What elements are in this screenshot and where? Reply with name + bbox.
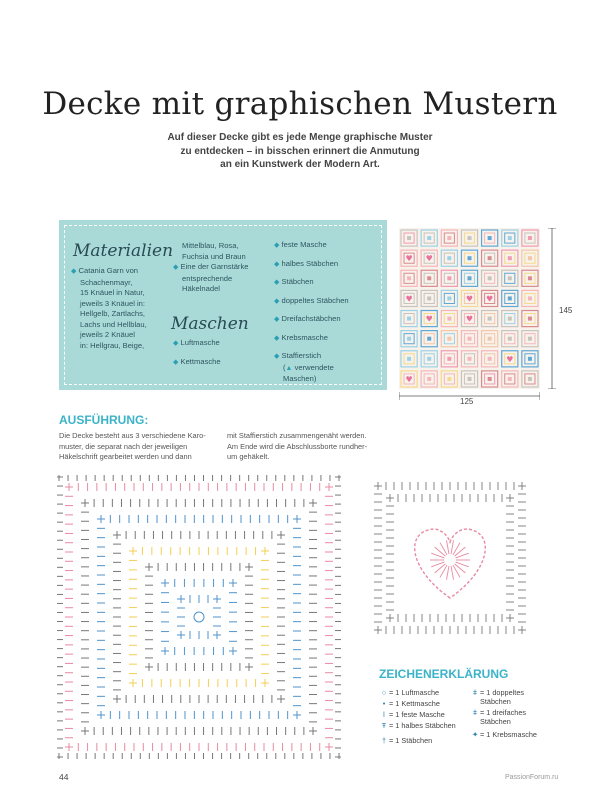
blanket-square-center (528, 236, 532, 240)
materials-line: jeweils 2 Knäuel (80, 330, 135, 339)
bullet-diamond-icon: ◆ (274, 279, 280, 286)
blanket-square-center (508, 377, 512, 381)
heart-stitch (451, 566, 453, 580)
materials-box (59, 220, 387, 390)
page-subtitle (150, 131, 450, 172)
blanket-square-center (508, 337, 512, 341)
blanket-square-center (427, 357, 431, 361)
center-ring (194, 612, 204, 622)
body-line: muster, die separat nach der jeweiligen (59, 441, 188, 451)
heart-icon: ♥ (465, 314, 474, 324)
blanket-square-center (407, 357, 411, 361)
blanket-square-center (488, 317, 492, 321)
blanket-square-center (427, 337, 431, 341)
body-line: mit Staffierstich zusammengenäht werden. (227, 431, 367, 440)
chain-stitch-icon: ○ (381, 688, 387, 697)
blanket-square-center (528, 357, 532, 361)
subtitle-line: zu entdecken – in bisschen erinnert die Anmutung (180, 145, 420, 157)
materials-line: jeweils 3 Knäuel in: (80, 298, 146, 308)
materials-line: Häkelnadel (182, 284, 220, 293)
materials-line: entsprechende (182, 273, 233, 283)
ausfuehrung-heading: AUSFÜHRUNG: (59, 413, 149, 427)
blanket-square-center (528, 317, 532, 321)
blanket-square-center (488, 357, 492, 361)
blanket-square-center (407, 236, 411, 240)
materials-line: Eine der Garnstärke (180, 262, 249, 271)
legend-label: = 1 Stäbchen (389, 736, 433, 745)
stitch-name: Kettmasche (180, 356, 221, 366)
blanket-square-center (468, 256, 472, 260)
note-line: Maschen) (283, 374, 317, 383)
blanket-square-center (528, 256, 532, 260)
bullet-diamond-icon: ◆ (274, 334, 280, 342)
page-number: 44 (59, 772, 69, 782)
half-double-crochet-icon: Ŧ (381, 721, 387, 730)
blanket-square-center (427, 377, 431, 381)
watermark: PassionForum.ru (505, 774, 559, 781)
bullet-diamond-icon: ◆ (173, 358, 179, 366)
heart-stitch (447, 540, 449, 554)
stitch-name: Stäbchen (281, 277, 314, 286)
blanket-square-center (407, 276, 411, 280)
bullet-diamond-icon: ◆ (274, 260, 280, 268)
double-treble-crochet-icon: ǂ (472, 708, 478, 717)
legend-label: = 1 doppeltes (480, 688, 525, 697)
height-label: 145 (559, 306, 573, 315)
heart-icon: ♥ (425, 254, 433, 264)
blanket-square-center (447, 377, 451, 381)
body-line: Häkelschrift gearbeitet werden und dann (59, 452, 192, 462)
materials-line: 15 Knäuel in Natur, (80, 288, 145, 297)
blanket-square-center (508, 256, 512, 260)
blanket-square-center (508, 236, 512, 240)
blanket-square-center (427, 296, 431, 300)
blanket-square-center (488, 236, 492, 240)
slip-stitch-icon: • (382, 699, 386, 708)
blanket-square-center (488, 377, 492, 381)
materials-heading: Materialien (73, 241, 174, 261)
ausfuehrung-text-col2 (227, 431, 387, 463)
materials-line: in: Hellgrau, Beige, (80, 340, 145, 350)
heart-icon: ♥ (506, 354, 514, 364)
materials-line: Fuchsia und Braun (182, 251, 246, 261)
heart-icon: ♥ (486, 294, 494, 304)
note-paren: ( (283, 362, 286, 372)
materials-line: Schachenmayr, (80, 277, 133, 287)
blanket-square-center (407, 317, 411, 321)
legend-label: Stäbchen (480, 717, 511, 726)
blanket-square-center (528, 296, 532, 300)
stitch-name: Luftmasche (180, 338, 220, 347)
stitch-name: halbes Stäbchen (281, 258, 339, 268)
legend-label: = 1 Krebsmasche (480, 730, 537, 739)
heart-stitch (451, 540, 453, 554)
treble-crochet-icon: ǂ (472, 688, 478, 697)
blanket-square-center (508, 296, 512, 300)
blanket-square-center (468, 337, 472, 341)
blanket-square-center (488, 337, 492, 341)
heart-icon: ♥ (425, 314, 433, 324)
blanket-illustration (399, 228, 540, 389)
heart-icon: ♥ (405, 254, 413, 264)
blanket-square-center (447, 337, 451, 341)
stitch-name: Krebsmasche (281, 332, 328, 342)
blanket-square-center (508, 317, 512, 321)
legend-label: = 1 dreifaches (480, 708, 527, 717)
width-label: 125 (460, 397, 474, 406)
blanket-pattern-svg (399, 228, 540, 389)
blanket-square-center (427, 276, 431, 280)
blanket-square-center (427, 236, 431, 240)
heart-icon: ♥ (405, 294, 413, 304)
blanket-square-center (447, 236, 451, 240)
stitches-list-advanced (274, 240, 378, 385)
subtitle-line: an ein Kunstwerk der Modern Art. (220, 159, 380, 170)
blanket-square-center (447, 317, 451, 321)
blanket-square-center (508, 276, 512, 280)
crochet-chart-heart (370, 478, 530, 638)
blanket-square-center (488, 256, 492, 260)
body-line: um gehäkelt. (227, 452, 270, 462)
body-line: Am Ende wird die Abschlussborte rundher- (227, 441, 368, 451)
stitch-name: feste Masche (281, 240, 327, 249)
bullet-diamond-icon: ◆ (274, 316, 280, 323)
crab-stitch-icon: ✦ (471, 730, 479, 739)
legend-left-column (379, 688, 474, 745)
ausfuehrung-text-col1 (59, 431, 219, 463)
heart-icon: ♥ (405, 374, 413, 384)
legend-label: = 1 halbes Stäbchen (389, 721, 456, 730)
heart-icon: ♥ (465, 294, 474, 304)
stitches-heading: Maschen (171, 314, 249, 334)
blanket-square-center (528, 276, 532, 280)
materials-line: Mittelblau, Rosa, (182, 241, 239, 250)
blanket-square-center (468, 357, 472, 361)
blanket-square-center (447, 357, 451, 361)
blanket-square-center (447, 276, 451, 280)
stitch-name: doppeltes Stäbchen (281, 295, 349, 305)
legend-label: = 1 Luftmasche (389, 688, 440, 697)
blanket-square-center (447, 256, 451, 260)
blanket-square-center (447, 296, 451, 300)
bullet-diamond-icon: ◆ (173, 340, 179, 347)
bullet-diamond-icon: ◆ (274, 353, 280, 360)
note-line: verwendete (294, 362, 334, 372)
single-crochet-icon: ǀ (383, 710, 385, 719)
blanket-square-center (528, 337, 532, 341)
stitch-name: Staffierstich (281, 351, 322, 360)
stitch-name: Dreifachstäbchen (281, 314, 341, 323)
legend-label: = 1 Kettmasche (389, 699, 440, 708)
bullet-diamond-icon: ◆ (173, 264, 179, 271)
triangle-icon: ▲ (285, 364, 293, 372)
page-title: Decke mit graphischen Mustern (42, 86, 558, 122)
bullet-diamond-icon: ◆ (274, 242, 280, 249)
subtitle-line: Auf dieser Decke gibt es jede Menge graphische Muster (167, 132, 433, 143)
height-dimension-line (548, 228, 556, 389)
legend-heading: ZEICHENERKLÄRUNG (379, 667, 509, 681)
heart-outline (415, 529, 486, 598)
heart-stitch (447, 566, 449, 580)
materials-line: Hellgelb, Zartlachs, (80, 309, 145, 318)
blanket-square-center (468, 377, 472, 381)
blanket-square-center (407, 337, 411, 341)
bullet-diamond-icon: ◆ (274, 297, 280, 305)
blanket-square-center (468, 276, 472, 280)
blanket-square-center (488, 276, 492, 280)
legend-label: = 1 feste Masche (389, 710, 445, 719)
stitches-list-basic (173, 338, 269, 368)
materials-line: Lachs und Hellblau, (80, 319, 147, 329)
blanket-square-center (468, 236, 472, 240)
materials-line: Catania Garn von (78, 266, 139, 275)
materials-list-yarn (71, 266, 175, 351)
blanket-square-center (528, 377, 532, 381)
legend-label: Stäbchen (480, 697, 511, 706)
materials-list-colors (173, 241, 273, 295)
legend-right-column (470, 688, 565, 739)
double-crochet-icon: † (381, 736, 387, 745)
crochet-chart-square (57, 475, 341, 759)
body-line: Die Decke besteht aus 3 verschiedene Karo- (59, 431, 206, 440)
bullet-diamond-icon: ◆ (71, 268, 77, 275)
